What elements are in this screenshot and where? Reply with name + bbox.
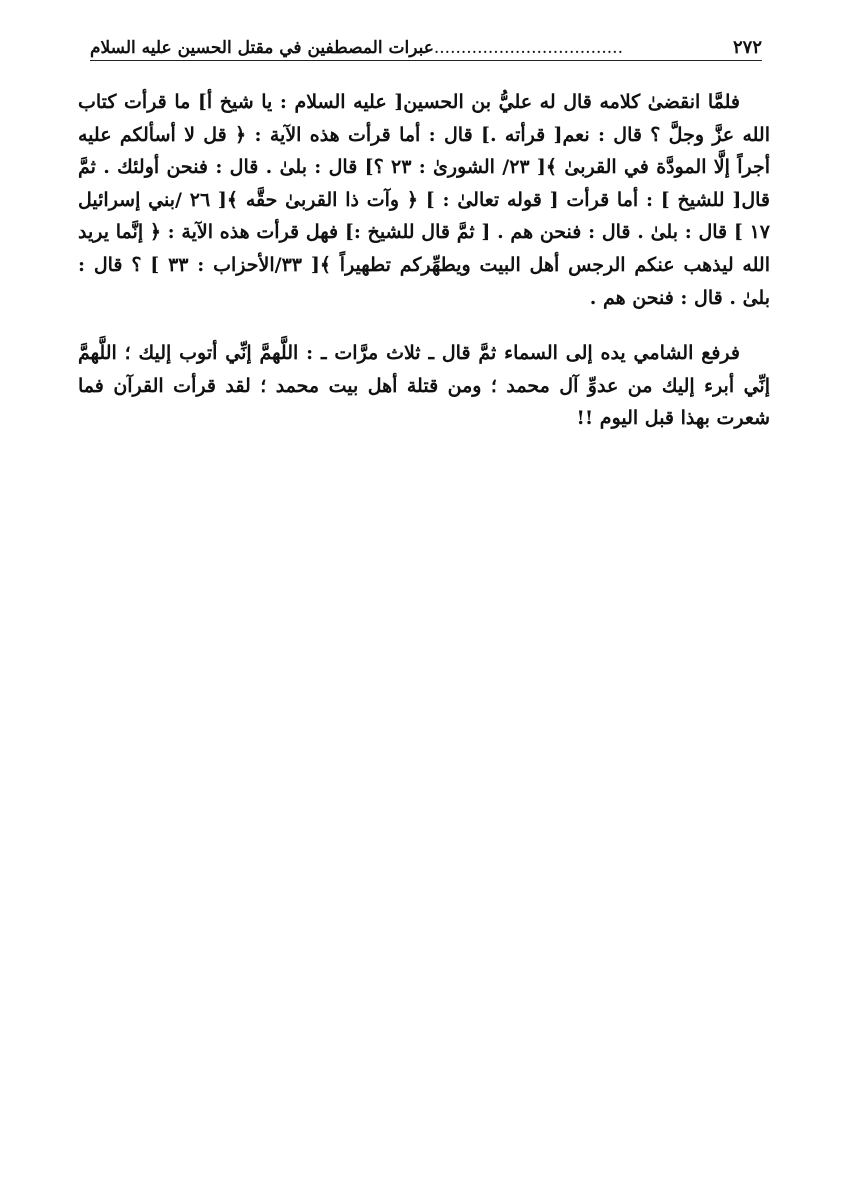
page-number: ٢٧٢ — [732, 37, 762, 58]
running-title: عبرات المصطفين في مقتل الحسين عليه السلام — [90, 38, 434, 58]
paragraph-1: فلمَّا انقضىٰ كلامه قال له عليُّ بن الحسين[ عليه السلام : يا شيخ أ] ما قرأت كتاب الله عزَّ وجلَّ ؟ قال : نعم[ قرأته .] قال : أما قرأت هذه الآية : ﴿ قل لا أسألكم عليه أجراً إلَّا المودَّة في القربىٰ ﴾[ ٢٣/ الشورىٰ : ٢٣ ؟] قال : بلىٰ . قال : فنحن أولئك . ثمَّ قال[ للشيخ ] : أما قرأت [ قوله تعالىٰ : ] ﴿ وآت ذا القربىٰ حقَّه ﴾[ ٢٦ /بني إسرائيل ١٧ ] قال : بلىٰ . قال : فنحن هم . [ ثمَّ قال للشيخ :] فهل قرأت هذه الآية : ﴿ إنَّما يريد الله ليذهب عنكم الرجس أهل البيت ويطهِّركم تطهيراً ﴾[ ٣٣/الأحزاب : ٣٣ ] ؟ قال : بلىٰ . قال : فنحن هم . — [78, 91, 771, 309]
running-header — [90, 28, 762, 58]
leader-dots: ................................... — [433, 38, 623, 58]
paragraph-2: فرفع الشامي يده إلى السماء ثمَّ قال ـ ثلاث مرَّات ـ : اللَّهمَّ إنِّي أتوب إليك ؛ اللَّهمَّ إنِّي أبرء إليك من عدوِّ آل محمد ؛ ومن قتلة أهل بيت محمد ؛ لقد قرأت القرآن فما شعرت بهذا قبل اليوم !! — [78, 342, 770, 430]
running-title-line — [90, 38, 623, 58]
header-rule — [90, 60, 762, 61]
body-text — [78, 86, 770, 435]
